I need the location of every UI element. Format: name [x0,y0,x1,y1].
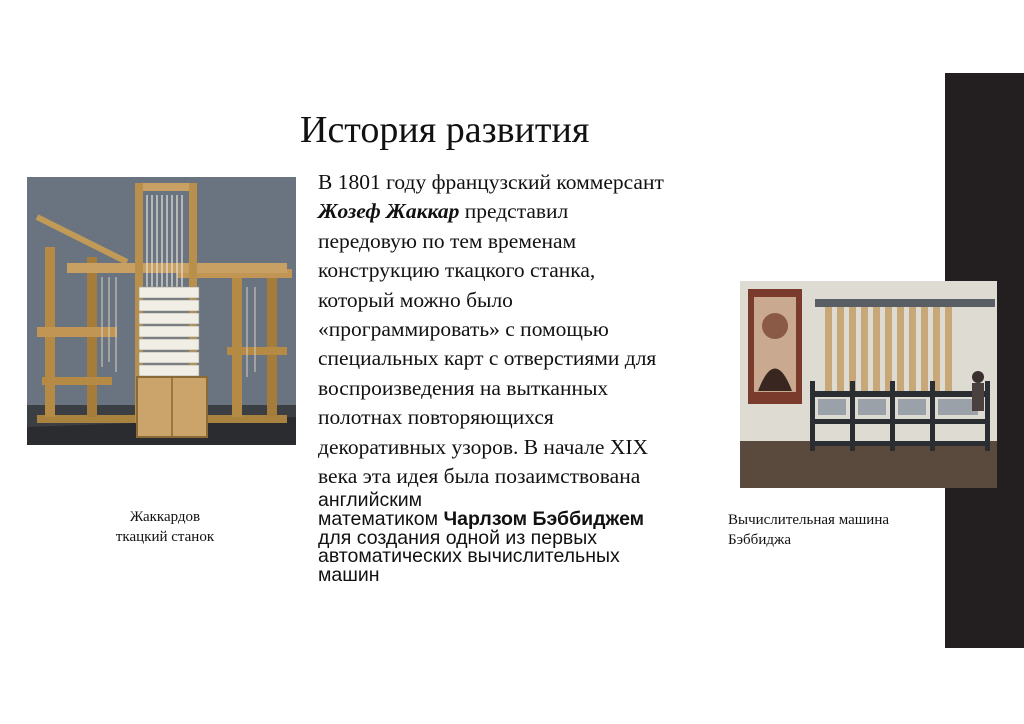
body-line: В 1801 году французский коммерсант [318,170,664,194]
engine-caption-line1: Вычислительная машина [728,512,890,528]
babbage-name: Чарлзом Бэббиджем [443,508,645,531]
body-line: специальных карт с отверстиями для [318,346,657,371]
body-line-pre: математиком [318,508,444,531]
body-serif-block [318,168,738,491]
body-line: автоматических вычислительных [318,545,620,568]
body-sans-block [318,491,738,584]
body-line: века эта идея была позаимствована [318,464,641,489]
body-line: для создания одной из первых [318,526,598,549]
body-line: воспроизведения на вытканных [318,375,609,400]
engine-caption-line2: Бэббиджа [728,532,791,548]
engine-caption [728,510,943,550]
loom-caption-line1: Жаккардов [129,509,201,525]
body-line: английским [318,489,423,512]
body-line: который можно было [318,287,513,312]
body-line: полотнах повторяющихся [318,405,554,430]
body-line [318,510,738,529]
babbage-engine-photo [740,281,997,488]
body-text [318,168,738,584]
slide-title: История развития [300,109,590,151]
body-line: конструкцию ткацкого станка, [318,258,596,283]
body-line: «программировать» с помощью [318,317,609,342]
body-line-rest: представил [459,199,569,224]
jacquard-name: Жозеф Жаккар [318,199,460,224]
body-line [318,197,738,226]
body-line: машин [318,563,380,586]
body-line: декоративных узоров. В начале XIX [318,434,649,459]
loom-caption [90,507,240,547]
loom-caption-line2: ткацкий станок [115,529,215,545]
body-line: передовую по тем временам [318,228,577,253]
jacquard-loom-photo [27,177,296,445]
